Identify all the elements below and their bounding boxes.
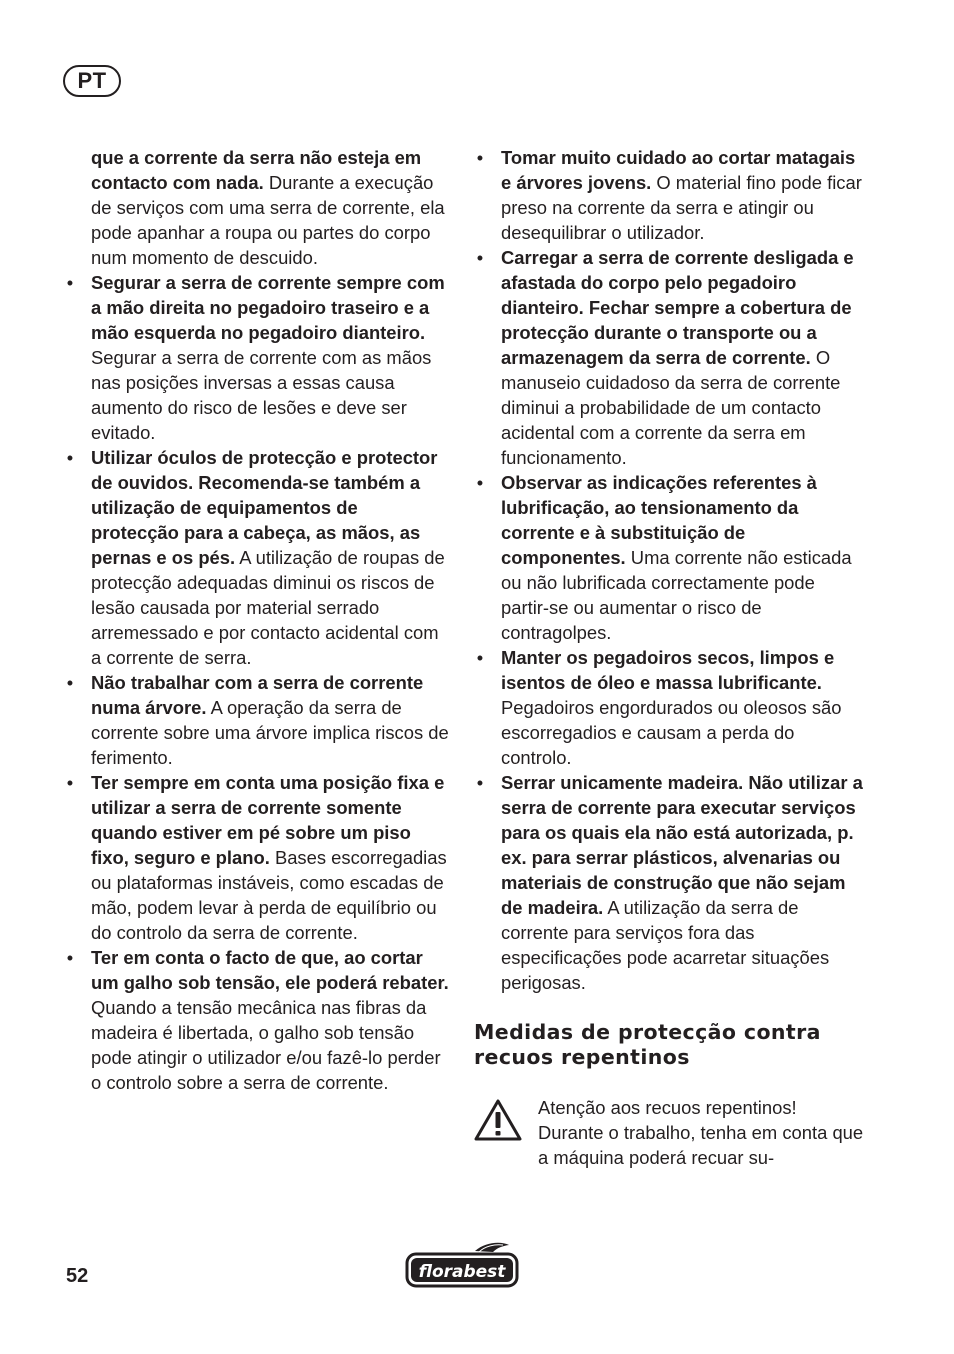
item-text: Bases escorregadias ou plataformas instáveis, como escadas de mão, podem levar à perda de equilíbrio ou do controlo da serra de corrente. (91, 847, 447, 943)
item-bold-text: Ter sempre em conta uma posição fixa e utilizar a serra de corrente somente quando estiver em pé sobre um piso fixo, seguro e plano. (91, 772, 445, 868)
florabest-logo (405, 1242, 519, 1290)
list-item (64, 270, 450, 445)
item-bold-text: Não trabalhar com a serra de corrente numa árvore. (91, 672, 424, 718)
item-text: Segurar a serra de corrente com as mãos nas posições inversas a essas causa aumento do risco de lesões e deve ser evitado. (91, 347, 432, 443)
item-text: A utilização da serra de corrente para serviços fora das especificações pode acarretar situações perigosas. (501, 897, 830, 993)
list-item (474, 770, 866, 995)
intro-bold-text: que a corrente da serra não esteja em contacto com nada. (91, 147, 422, 193)
section-heading: Medidas de protecção contra recuos repentinos (474, 1020, 821, 1069)
item-bold-text: Tomar muito cuidado ao cortar matagais e árvores jovens. (501, 147, 856, 193)
item-bold-text: Manter os pegadoiros secos, limpos e isentos de óleo e massa lubrificante. (501, 647, 835, 693)
bullet-icon: • (476, 147, 484, 168)
item-text: Uma corrente não esticada ou não lubrificada correctamente pode partir-se ou aumentar o risco de contragolpes. (501, 547, 852, 643)
item-bold-text: Serrar unicamente madeira. Não utilizar a serra de corrente para executar serviços para os quais ela não está autorizada, p. ex. para serrar plásticos, alvenarias ou materiais de construção que não sejam de madeira. (501, 772, 863, 918)
bullet-icon: • (66, 772, 74, 793)
page-number: 52 (66, 1265, 89, 1287)
bullet-icon: • (476, 472, 484, 493)
warning-block (474, 1095, 866, 1170)
bullet-icon: • (66, 947, 74, 968)
item-bold-text: Ter em conta o facto de que, ao cortar um galho sob tensão, ele poderá rebater. (91, 947, 449, 993)
item-text: O manuseio cuidadoso da serra de corrente diminui a probabilidade de um contacto acidental com a corrente da serra em funcionamento. (501, 347, 841, 468)
item-text: A utilização de roupas de protecção adequadas diminui os riscos de lesão causada por material serrado arremessado e por contacto acidental com a corrente de serra. (91, 547, 445, 668)
list-item (474, 470, 866, 645)
list-item (64, 445, 450, 670)
item-text: Quando a tensão mecânica nas fibras da madeira é libertada, o galho sob tensão pode atingir o utilizador e/ou fazê-lo perder o controlo sobre a serra de corrente. (91, 997, 441, 1093)
list-item (64, 945, 450, 1095)
left-column (64, 145, 450, 1095)
list-item (474, 245, 866, 470)
language-badge (63, 65, 121, 97)
right-column (474, 145, 866, 1170)
item-text: A operação da serra de corrente sobre uma árvore implica riscos de ferimento. (91, 697, 449, 768)
logo-text: florabest (418, 1262, 506, 1282)
list-item (474, 145, 866, 245)
item-bold-text: Carregar a serra de corrente desligada e afastada do corpo pelo pegadoiro dianteiro. Fechar sempre a cobertura de protecção durante o transporte ou a armazenagem da serra de corrente. (501, 247, 854, 368)
bullet-icon: • (66, 272, 74, 293)
bullet-icon: • (476, 247, 484, 268)
bullet-icon: • (476, 647, 484, 668)
item-bold-text: Observar as indicações referentes à lubrificação, ao tensionamento da corrente e à substituição de componentes. (501, 472, 817, 568)
warning-text: Atenção aos recuos repentinos! Durante o trabalho, tenha em conta que a máquina poderá recuar su- (538, 1097, 864, 1168)
item-text: O material fino pode ficar preso na corrente da serra e atingir ou desequilibrar o utilizador. (501, 172, 862, 243)
item-bold-text: Segurar a serra de corrente sempre com a mão direita no pegadoiro traseiro e a mão esquerda no pegadoiro dianteiro. (91, 272, 445, 343)
list-item (474, 645, 866, 770)
intro-paragraph (64, 145, 450, 270)
list-item (64, 770, 450, 945)
item-bold-text: Utilizar óculos de protecção e protector de ouvidos. Recomenda-se também a utilização de equipamentos de protecção para a cabeça, as mãos, as pernas e os pés. (91, 447, 438, 568)
item-text: Pegadoiros engordurados ou oleosos são escorregadios e causam a perda do controlo. (501, 697, 842, 768)
intro-text: Durante a execução de serviços com uma serra de corrente, ela pode apanhar a roupa ou partes do corpo num momento de descuido. (91, 172, 445, 268)
warning-triangle-icon (474, 1099, 522, 1141)
bullet-icon: • (66, 447, 74, 468)
bullet-icon: • (476, 772, 484, 793)
list-item (64, 670, 450, 770)
bullet-icon: • (66, 672, 74, 693)
language-code: PT (77, 68, 107, 93)
